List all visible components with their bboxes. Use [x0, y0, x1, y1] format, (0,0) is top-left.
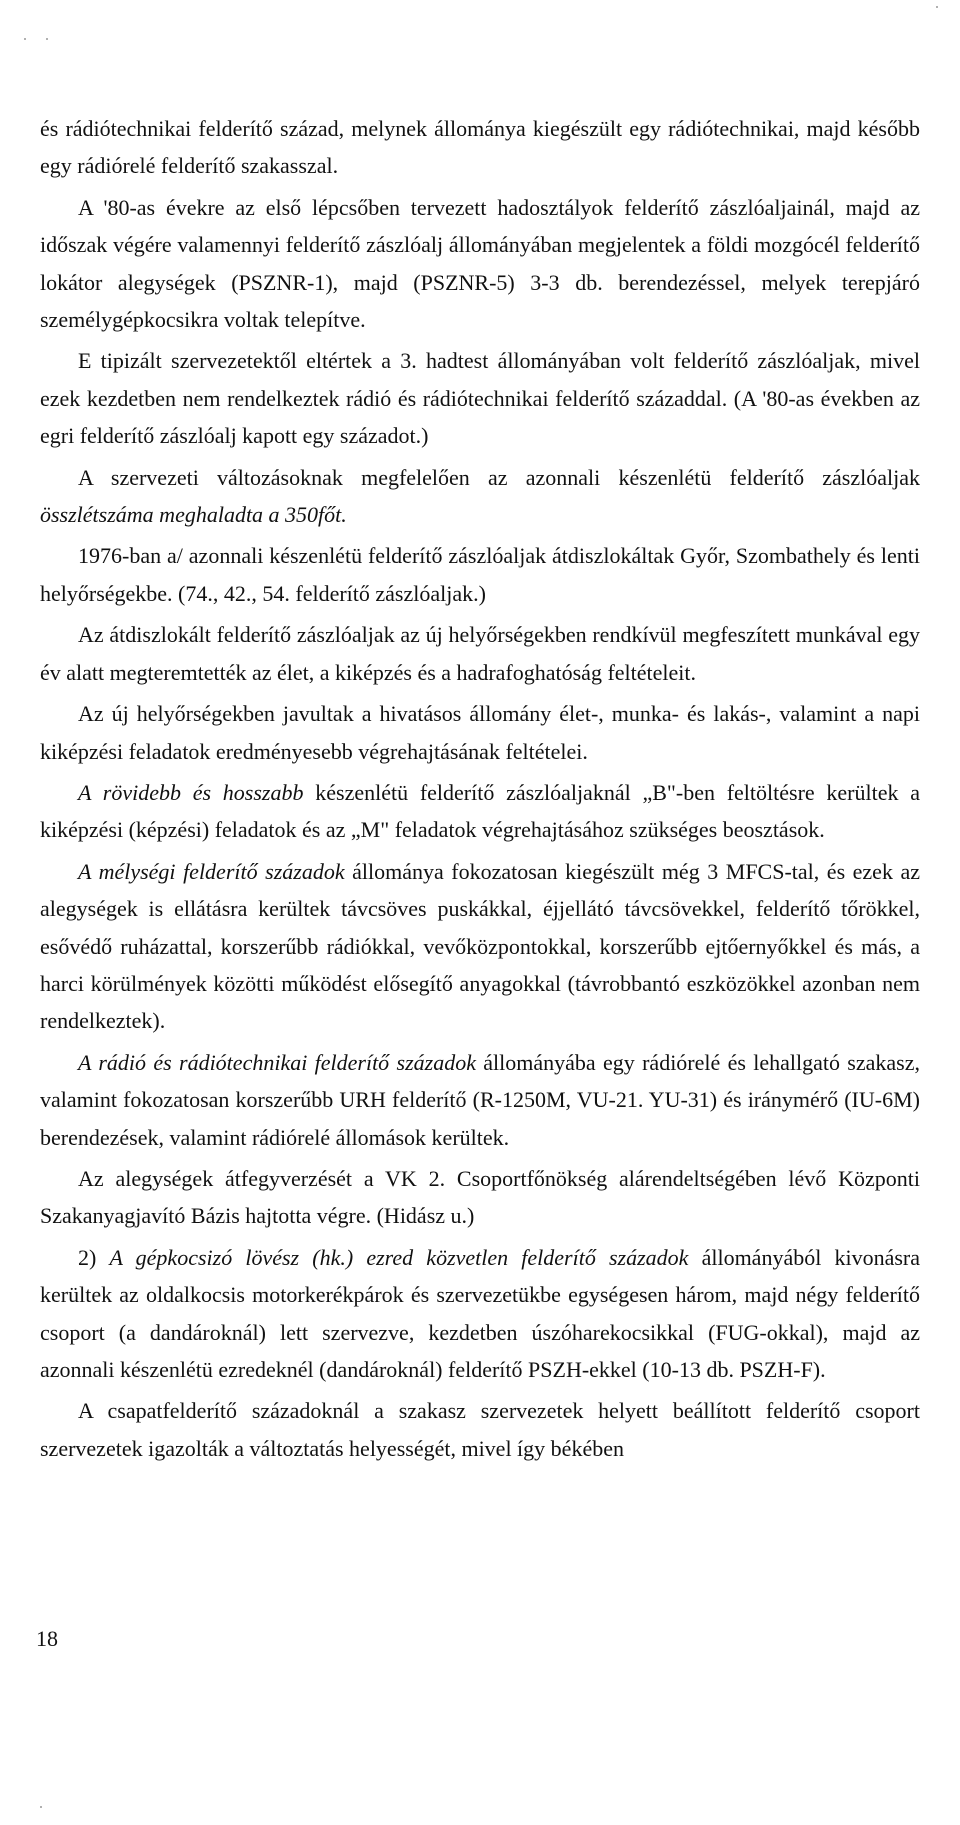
paragraph: [40, 537, 920, 612]
paragraph: [40, 189, 920, 339]
text-run: E tipizált szervezetektől eltértek a 3. hadtest állományában volt felderítő zászlóaljak, mivel ezek kezdetben nem rendelkeztek rádió és rádiótechnikai felderítő századdal. (A '80-as években az egri felderítő zászlóalj kapott egy századot.): [40, 348, 920, 449]
text-run: és rádiótechnikai felderítő század, melynek állománya kiegészült egy rádiótechnikai, majd később egy rádiórelé felderítő szakasszal.: [40, 116, 920, 179]
document-body: [40, 110, 920, 1467]
paragraph: [40, 853, 920, 1040]
paragraph: [40, 1239, 920, 1389]
text-run: A szervezeti változásoknak megfelelően az azonnali készenlétü felderítő zászlóaljak: [78, 464, 920, 490]
text-run: A csapatfelderítő századoknál a szakasz szervezetek helyett beállított felderítő csoport szervezetek igazolták a változtatás helyességét, mivel így békében: [40, 1398, 920, 1461]
text-run: Az átdiszlokált felderítő zászlóaljak az új helyőrségekben rendkívül megfeszített munkával egy év alatt megteremtették az élet, a kiképzés és a hadrafoghatóság feltételeit.: [40, 622, 920, 685]
paragraph: [40, 110, 920, 185]
text-run: 1976-ban a/ azonnali készenlétü felderítő zászlóaljak átdiszlokáltak Győr, Szombathely és lenti helyőrségekbe. (74., 42., 54. felderítő zászlóaljak.): [40, 543, 920, 606]
italic-text: A gépkocsizó lövész (hk.) ezred közvetlen felderítő századok: [109, 1244, 689, 1270]
page-number: 18: [36, 1626, 58, 1651]
text-run: állománya fokozatosan kiegészült még 3 MFCS-tal, és ezek az alegységek is ellátásra kerültek távcsöves puskákkal, éjjellátó távcsövekkel, felderítő tőrökkel, esővédő ruházattal, korszerűbb rádiókkal, vevőközpontokkal, korszerűbb ejtőernyőkkel és más, a harci körülmények közötti működést elősegítő anyagokkal (távrobbantó eszközökkel azonban nem rendelkeztek).: [40, 858, 921, 1034]
paragraph: [40, 1044, 920, 1156]
scan-speck: [40, 1806, 42, 1808]
scan-speck: [46, 38, 48, 40]
paragraph: [40, 342, 920, 454]
paragraph: [40, 1160, 920, 1235]
text-run: Az alegységek átfegyverzését a VK 2. Csoportfőnökség alárendeltségében lévő Központi Szakanyagjavító Bázis hajtotta végre. (Hidász u.): [40, 1165, 920, 1229]
italic-text: A mélységi felderítő századok: [78, 858, 345, 884]
text-run: állományába egy rádiórelé és lehallgató szakasz, valamint fokozatosan korszerűbb URH felderítő (R-1250M, VU-21. YU-31) és iránymérő (IU-6M) berendezések, valamint rádiórelé állomások kerültek.: [40, 1049, 920, 1150]
paragraph: [40, 774, 920, 849]
scan-speck: [24, 38, 26, 40]
text-run: készenlétü felderítő zászlóaljaknál „B"-ben feltöltésre kerültek a kiképzési (képzési) feladatok és az „M" feladatok végrehajtásához szükséges beosztások.: [40, 779, 920, 843]
paragraph: [40, 616, 920, 691]
text-run: 2): [78, 1244, 110, 1270]
italic-text: A rádió és rádiótechnikai felderítő századok: [78, 1049, 476, 1075]
text-run: állományából kivonásra kerültek az oldalkocsis motorkerékpárok és szervezetükbe egységesen három, majd négy felderítő csoport (a dandároknál) lett szervezve, kezdetben úszóharekocsikkal (FUG-okkal), majd az azonnali készenlétü ezredeknél (dandároknál) felderítő PSZH-ekkel (10-13 db. PSZH-F).: [40, 1244, 921, 1382]
paragraph: [40, 695, 920, 770]
text-run: Az új helyőrségekben javultak a hivatásos állomány élet-, munka- és lakás-, valamint a napi kiképzési feladatok eredményesebb végrehajtásának feltételei.: [40, 701, 920, 764]
italic-text: A rövidebb és hosszabb: [78, 779, 304, 805]
paragraph: [40, 459, 920, 534]
text-run: A '80-as évekre az első lépcsőben tervezett hadosztályok felderítő zászlóaljainál, majd az időszak végére valamennyi felderítő zászlóalj állományában megjelentek a földi mozgócél felderítő lokátor alegységek (PSZNR-1), majd (PSZNR-5) 3-3 db. berendezéssel, melyek terepjáró személygépkocsikra voltak telepítve.: [40, 194, 920, 333]
italic-text: összlétszáma meghaladta a 350főt.: [40, 502, 347, 528]
scan-speck: [936, 6, 938, 8]
paragraph: [40, 1392, 920, 1467]
